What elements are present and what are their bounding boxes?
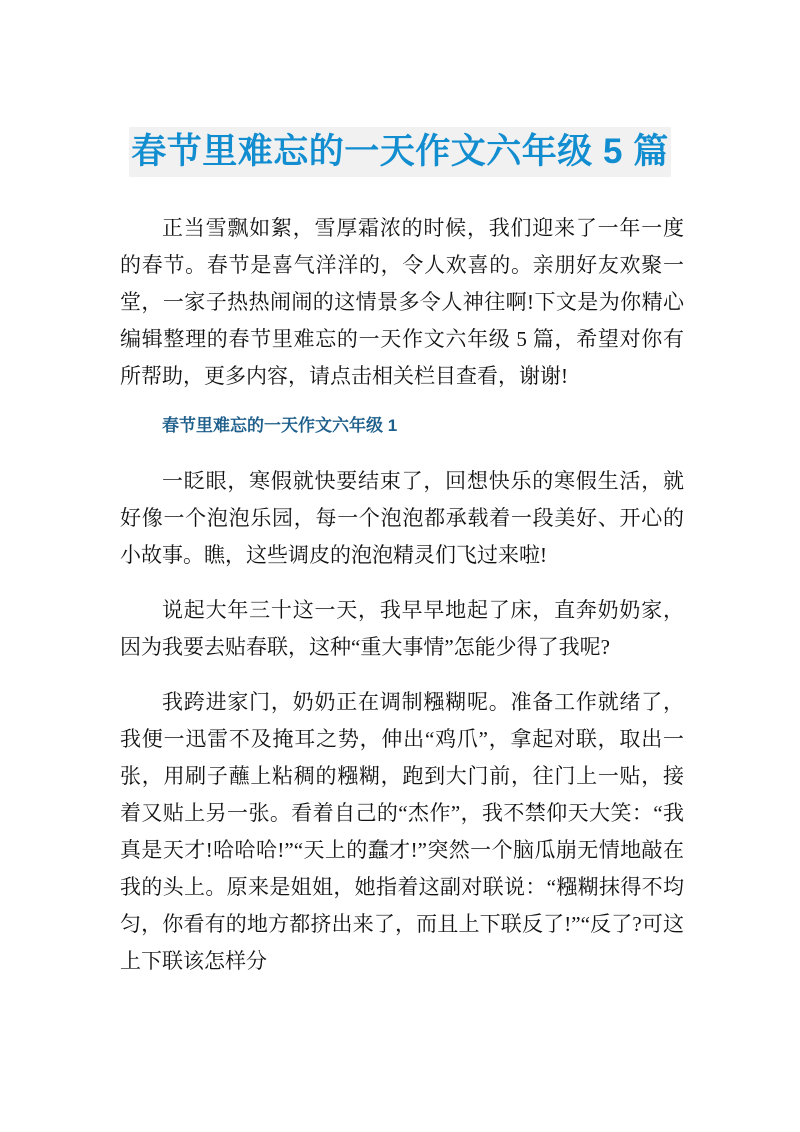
document-title: 春节里难忘的一天作文六年级 5 篇 <box>129 127 670 177</box>
intro-paragraph: 正当雪飘如絮，雪厚霜浓的时候，我们迎来了一年一度的春节。春节是喜气洋洋的，令人欢喜的。亲朋好友欢聚一堂，一家子热热闹闹的这情景多令人神往啊!下文是为你精心编辑整理的春节里难忘的一天作文六年级 5 篇，希望对你有所帮助，更多内容，请点击相关栏目查看，谢谢! <box>120 216 684 388</box>
document-body <box>120 210 684 998</box>
body-paragraph: 说起大年三十这一天，我早早地起了床，直奔奶奶家，因为我要去贴春联，这种“重大事情”怎能少得了我呢? <box>120 598 684 659</box>
body-paragraph: 一眨眼，寒假就快要结束了，回想快乐的寒假生活，就好像一个泡泡乐园，每一个泡泡都承载着一段美好、开心的小故事。瞧，这些调皮的泡泡精灵们飞过来啦! <box>120 469 684 567</box>
body-paragraph: 我跨进家门，奶奶正在调制糨糊呢。准备工作就绪了，我便一迅雷不及掩耳之势，伸出“鸡爪”，拿起对联，取出一张，用刷子蘸上粘稠的糨糊，跑到大门前，往门上一贴，接着又贴上另一张。看着自己的“杰作”，我不禁仰天大笑：“我真是天才!哈哈哈!”“天上的蠢才!”突然一个脑瓜崩无情地敲在我的头上。原来是姐姐，她指着这副对联说：“糨糊抹得不均匀，你看有的地方都挤出来了，而且上下联反了!”“反了?可这上下联该怎样分 <box>120 690 684 973</box>
title-container <box>0 104 800 201</box>
section-heading: 春节里难忘的一天作文六年级 1 <box>162 416 398 435</box>
